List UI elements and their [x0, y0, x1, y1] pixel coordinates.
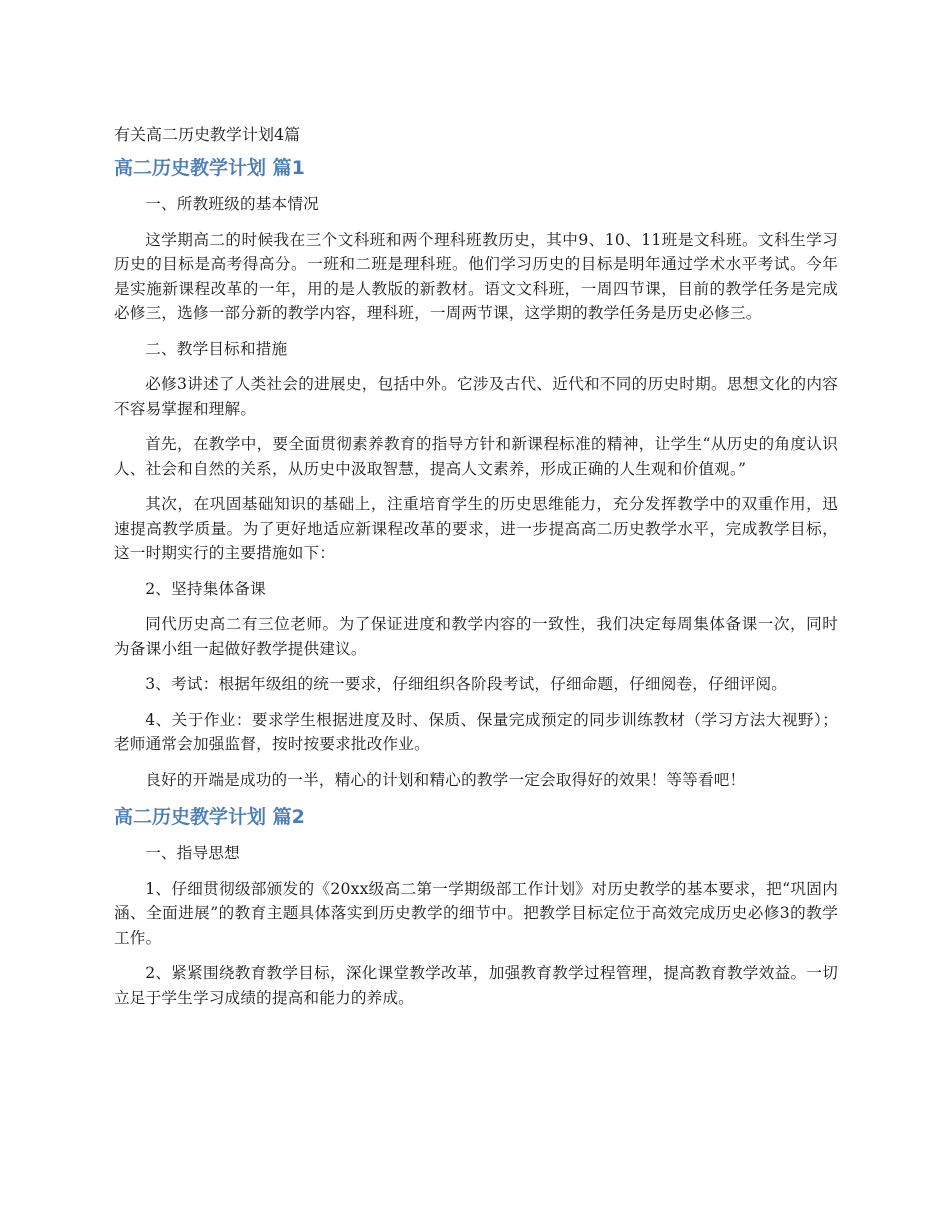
document-title: 有关高二历史教学计划4篇 [114, 125, 301, 144]
paragraph: 2、紧紧围绕教育教学目标，深化课堂教学改革，加强教育教学过程管理，提高教育教学效益。一切立足于学生学习成绩的提高和能力的养成。 [114, 964, 838, 1007]
paragraph: 1、仔细贯彻级部颁发的《20xx级高二第一学期级部工作计划》对历史教学的基本要求，把“巩固内涵、全面进展”的教育主题具体落实到历史教学的细节中。把教学目标定位于高效完成历史必修3的教学工作。 [114, 879, 838, 947]
paragraph: 一、指导思想 [145, 844, 240, 862]
paragraph: 2、坚持集体备课 [145, 579, 266, 598]
paragraph: 二、教学目标和措施 [145, 339, 288, 358]
paragraph: 首先，在教学中，要全面贯彻素养教育的指导方针和新课程标准的精神，让学生“从历史的角度认识人、社会和自然的关系，从历史中汲取智慧，提高人文素养，形成正确的人生观和价值观。” [114, 435, 838, 478]
paragraph: 良好的开端是成功的一半，精心的计划和精心的教学一定会取得好的效果！等等看吧！ [145, 770, 746, 789]
section-heading: 高二历史教学计划 篇1 [114, 157, 305, 179]
paragraph: 一、所教班级的基本情况 [145, 195, 319, 213]
section-2 [114, 803, 838, 1010]
paragraph: 其次，在巩固基础知识的基础上，注重培育学生的历史思维能力，充分发挥教学中的双重作用，迅速提高教学质量。为了更好地适应新课程改革的要求，进一步提高高二历史教学水平，完成教学目标，这一时期实行的主要措施如下： [114, 495, 838, 562]
paragraph: 必修3讲述了人类社会的进展史，包括中外。它涉及古代、近代和不同的历史时期。思想文化的内容不容易掌握和理解。 [114, 375, 838, 418]
section-heading: 高二历史教学计划 篇2 [114, 806, 305, 828]
document-page [114, 122, 838, 1021]
paragraph: 3、考试：根据年级组的统一要求，仔细组织各阶段考试，仔细命题，仔细阅卷，仔细评阅。 [145, 675, 788, 693]
paragraph: 这学期高二的时候我在三个文科班和两个理科班教历史，其中9、10、11班是文科班。文科生学习历史的目标是高考得高分。一班和二班是理科班。他们学习历史的目标是明年通过学术水平考试。今年是实施新课程改革的一年，用的是人教版的新教材。语文文科班，一周四节课，目前的教学任务是完成必修三，选修一部分新的教学内容，理科班，一周两节课，这学期的教学任务是历史必修三。 [114, 230, 838, 322]
paragraph: 4、关于作业：要求学生根据进度及时、保质、保量完成预定的同步训练教材（学习方法大视野）；老师通常会加强监督，按时按要求批改作业。 [114, 710, 838, 753]
section-1 [114, 154, 838, 792]
paragraph: 同代历史高二有三位老师。为了保证进度和教学内容的一致性，我们决定每周集体备课一次，同时为备课小组一起做好教学提供建议。 [114, 615, 838, 658]
